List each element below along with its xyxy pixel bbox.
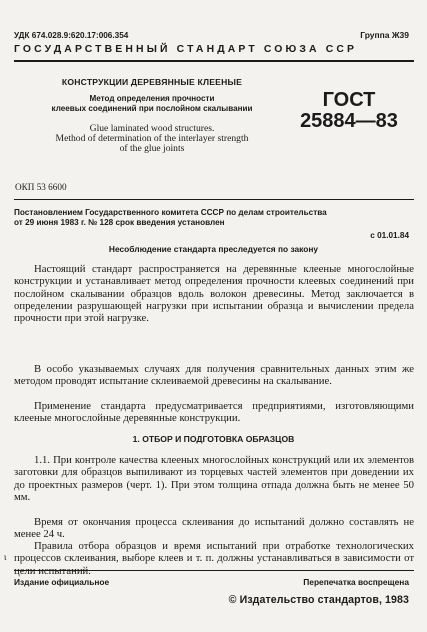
- okp-code: ОКП 53 6600: [15, 182, 67, 192]
- english-title-line3: of the glue joints: [119, 143, 185, 154]
- resolution-line1: Постановлением Государственного комитета СССР по делам строительства: [14, 208, 327, 217]
- english-title: [28, 124, 276, 154]
- udk-code: УДК 674.028.9:620.17:006.354: [14, 31, 129, 40]
- paragraph-comparative: [14, 363, 414, 388]
- paragraph-text: 1.1. При контроле качества клееных многослойных конструкций или их элементов заготовки для образцов выпиливают из торцевых частей элементов при доведении их до проектных размеров (черт. 1). При этом толщина отпада должна быть не менее 50 мм.: [14, 454, 414, 503]
- effective-date: с 01.01.84: [370, 231, 409, 240]
- document-subtitle-line1: Метод определения прочности: [89, 94, 215, 103]
- edition-note: Издание официальное: [14, 577, 110, 587]
- paragraph-text: Применение стандарта предусматривается предприятиями, изготовляющими клееные многослойные деревянные конструкции.: [14, 400, 414, 425]
- gost-number: 25884—83: [300, 110, 398, 132]
- paragraph-text: Настоящий стандарт распространяется на деревянные клееные многослойные конструкции и устанавливает метод определения прочности клеевых соединений при послойном скалывании образцов вдоль волокон древесины. Метод заключается в определении разрушающей нагрузки при испытании образца и вычислении предела прочности при этой нагрузке.: [14, 263, 414, 325]
- section-heading: 1. ОТБОР И ПОДГОТОВКА ОБРАЗЦОВ: [132, 434, 295, 444]
- group-code: Группа Ж39: [360, 30, 409, 40]
- paragraph-text: Правила отбора образцов и время испытаний при отработке технологических процессов склеивания, выборе клеев и т. п. должны устанавливаться в зависимости от: [14, 540, 414, 565]
- divider-rule: [14, 199, 414, 200]
- gost-designation: [282, 90, 416, 132]
- paragraph-rules: [14, 540, 414, 577]
- standard-heading: ГОСУДАРСТВЕННЫЙ СТАНДАРТ СОЮЗА ССР: [14, 44, 358, 55]
- legal-notice: Несоблюдение стандарта преследуется по закону: [108, 244, 319, 254]
- paragraph-scope: [14, 263, 414, 324]
- paragraph-application: [14, 400, 414, 425]
- title-block: [28, 77, 276, 154]
- document-subtitle-line2: клеевых соединений при послойном скалывании: [51, 104, 253, 113]
- paragraph-text: Время от окончания процесса склеивания до испытаний должно составлять не менее 24 ч.: [14, 516, 414, 541]
- paragraph-text: В особо указываемых случаях для получения сравнительных данных этим же методом проводят испытание склеиваемой древесины на скалывание.: [14, 363, 414, 388]
- copyright-notice: © Издательство стандартов, 1983: [228, 594, 409, 606]
- english-title-line1: Glue laminated wood structures.: [89, 123, 215, 134]
- top-rule: [14, 60, 414, 62]
- paragraph-1-1: [14, 454, 414, 503]
- english-title-line2: Method of determination of the interlayer strength: [55, 133, 249, 144]
- document-title: КОНСТРУКЦИИ ДЕРЕВЯННЫЕ КЛЕЕНЫЕ: [61, 77, 243, 87]
- footer-rule: [14, 570, 414, 571]
- resolution-line2: от 29 июня 1983 г. № 128 срок введения установлен: [14, 218, 225, 227]
- margin-mark: ɩ: [4, 552, 7, 562]
- gost-label: ГОСТ: [322, 89, 376, 111]
- paragraph-time: [14, 516, 414, 541]
- reprint-note: Перепечатка воспрещена: [303, 577, 409, 587]
